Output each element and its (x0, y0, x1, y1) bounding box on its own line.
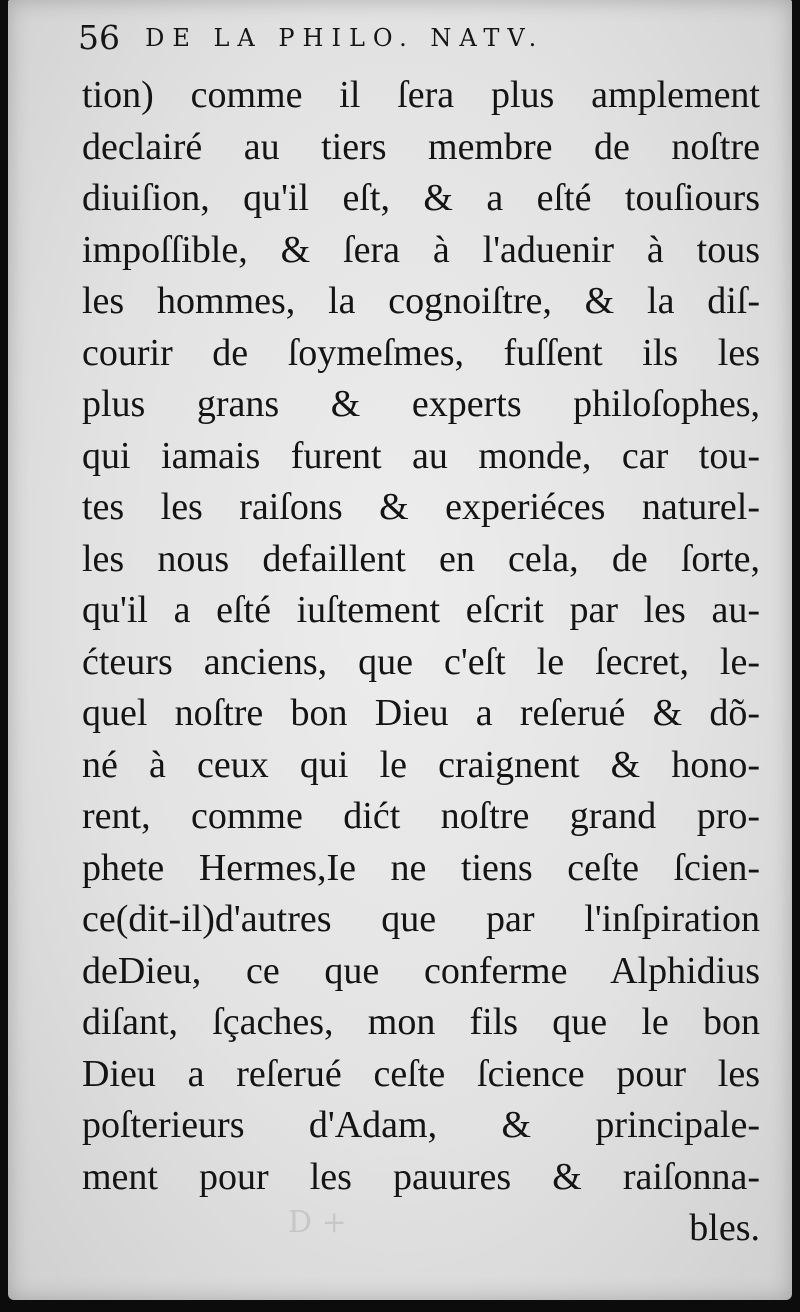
text-line: declairé au tiers membre de noſtre (82, 125, 760, 168)
text-line: impoſſible, & ſera à l'aduenir à tous (82, 228, 760, 271)
text-line: qu'il a eſté iuſtement eſcrit par les au- (82, 589, 760, 631)
book-page (8, 0, 792, 1300)
text-line: ćteurs anciens, que c'eſt le ſecret, le- (82, 640, 760, 683)
page-number: 56 (78, 18, 120, 57)
text-line: diuiſion, qu'il eſt, & a eſté touſiours (82, 177, 760, 219)
text-line: poſterieurs d'Adam, & principale- (82, 1104, 760, 1146)
text-line: deDieu, ce que conferme Alphidius (82, 949, 760, 992)
text-line: phete Hermes,Ie ne tiens ceſte ſcien- (82, 846, 760, 889)
text-line: rent, comme dićt noſtre grand pro- (82, 795, 760, 837)
text-line: diſant, ſçaches, mon fils que le bon (82, 1001, 760, 1043)
text-line-final: bles. (689, 1207, 760, 1249)
text-line: quel noſtre bon Dieu a reſerué & dõ- (82, 692, 760, 734)
text-line: tes les raiſons & experiéces naturel- (82, 486, 760, 528)
body-text (82, 70, 760, 1255)
text-line: ce(dit-il)d'autres que par l'inſpiration (82, 898, 760, 940)
running-head: DE LA PHILO. NATV. (145, 23, 545, 52)
text-line: tion) comme il ſera plus amplement (82, 74, 760, 116)
show-through-mark: D + (288, 1205, 347, 1240)
text-line: plus grans & experts philoſophes, (82, 383, 760, 425)
text-line: les hommes, la cognoiſtre, & la diſ- (82, 280, 760, 322)
text-line: les nous defaillent en cela, de ſorte, (82, 537, 760, 580)
text-line: qui iamais furent au monde, car tou- (82, 434, 760, 477)
text-line: ment pour les pauures & raiſonna- (82, 1155, 760, 1198)
text-line: né à ceux qui le craignent & hono- (82, 743, 760, 786)
text-line: courir de ſoymeſmes, fuſſent ils les (82, 331, 760, 374)
page-header (78, 18, 778, 58)
text-line: Dieu a reſerué ceſte ſcience pour les (82, 1052, 760, 1095)
